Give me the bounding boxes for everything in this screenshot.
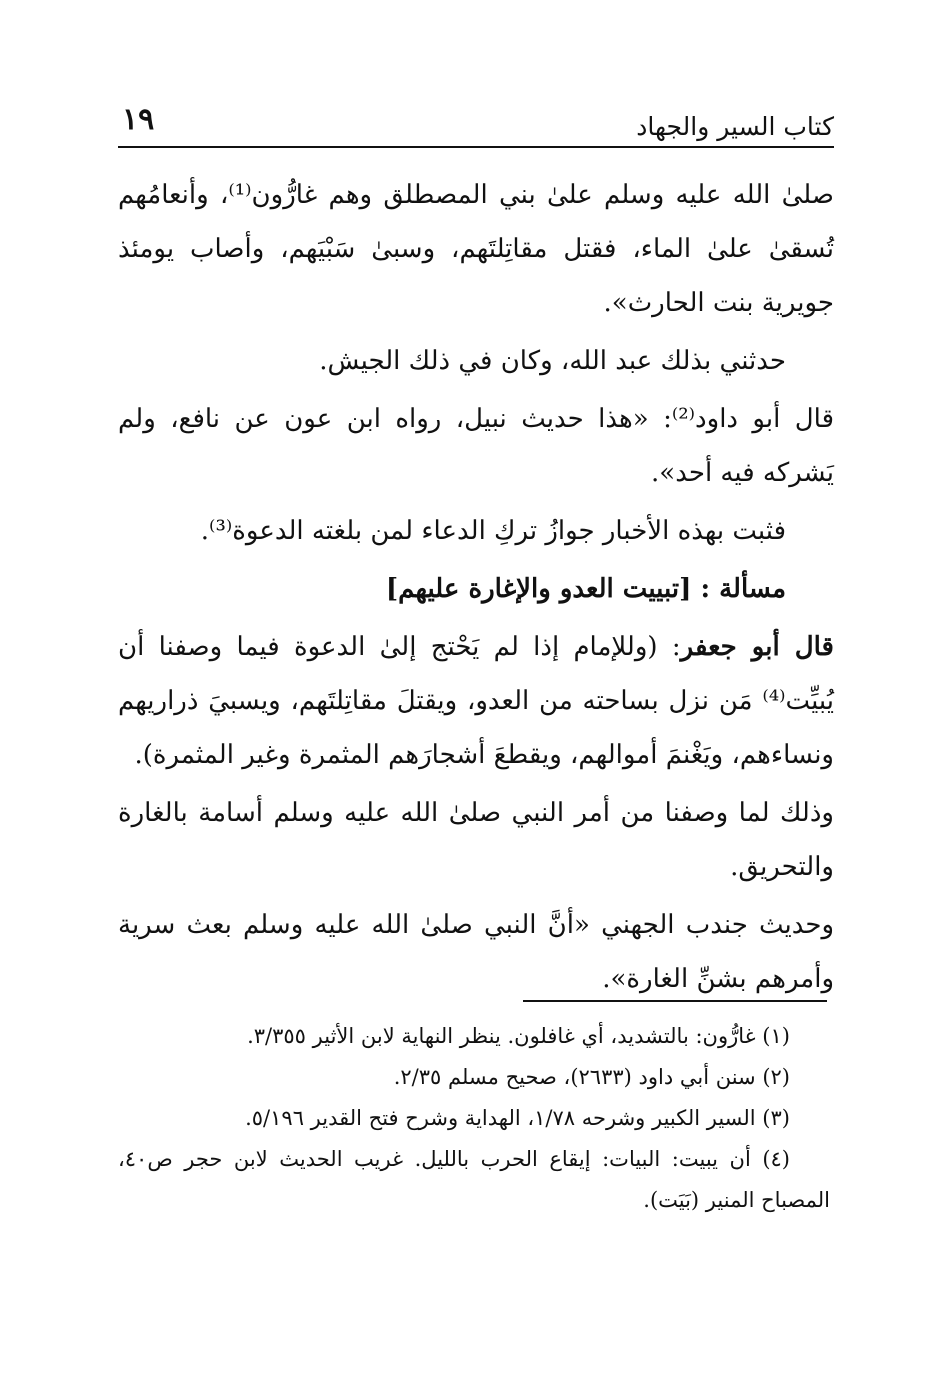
paragraph-1: صلىٰ الله عليه وسلم علىٰ بني المصطلق وهم غارُّون⁽¹⁾، وأنعامُهم تُسقىٰ علىٰ الماء، فقتل مقاتِلتَهم، وسبىٰ سَبْيَهم، وأصاب يومئذ جويرية بنت الحارث».: [118, 180, 834, 318]
paragraph-3: قال أبو داود⁽²⁾: «هذا حديث نبيل، رواه ابن عون عن نافع، ولم يَشركه فيه أحد».: [118, 404, 835, 488]
section-label: مسألة :: [691, 574, 786, 604]
paragraph-6: [118, 620, 834, 782]
footnote-3: (٣) السير الكبير وشرحه ١/٧٨، الهداية وشرح فتح القدير ٥/١٩٦.: [245, 1106, 790, 1130]
page-number: ١٩: [122, 102, 155, 137]
speaker-lead: قال أبو جعفر: [680, 632, 834, 662]
footnotes: [118, 1016, 830, 1221]
paragraph-2: حدثني بذلك عبد الله، وكان في ذلك الجيش.: [319, 346, 786, 376]
running-title: كتاب السير والجهاد: [636, 112, 834, 141]
footnote-separator: [523, 1000, 827, 1002]
footnote-2: (٢) سنن أبي داود (٢٦٣٣)، صحيح مسلم ٢/٣٥.: [393, 1065, 790, 1089]
footnote-4: (٤) أن يبيت: البيات: إيقاع الحرب بالليل. غريب الحديث لابن حجر ص٤٠، المصباح المنير (بَيَت).: [118, 1147, 830, 1212]
page-header: [118, 100, 834, 148]
paragraph-7: وذلك لما وصفنا من أمر النبي صلىٰ الله عليه وسلم أسامة بالغارة والتحريق.: [118, 798, 834, 882]
section-heading: [118, 562, 834, 616]
paragraph-4: فثبت بهذه الأخبار جوازُ تركِ الدعاء لمن بلغته الدعوة⁽³⁾.: [200, 516, 786, 546]
section-title: [تبييت العدو والإغارة عليهم]: [385, 574, 692, 604]
main-text: [118, 168, 834, 1010]
paragraph-6-text: : (وللإمام إذا لم يَحْتج إلىٰ الدعوة فيما وصفنا أن يُبيِّت⁽⁴⁾ مَن نزل بساحته من العدو، ويقتلَ مقاتِلتَهم، ويسبيَ ذراريهم ونساءهم، ويَغْنمَ أموالهم، ويقطعَ أشجارَهم المثمرة وغير المثمرة).: [118, 632, 834, 770]
paragraph-8: وحديث جندب الجهني «أنَّ النبي صلىٰ الله عليه وسلم بعث سرية وأمرهم بشنِّ الغارة».: [118, 910, 834, 994]
footnote-1: (١) غارُّون: بالتشديد، أي غافلون. ينظر النهاية لابن الأثير ٣/٣٥٥.: [247, 1024, 790, 1048]
